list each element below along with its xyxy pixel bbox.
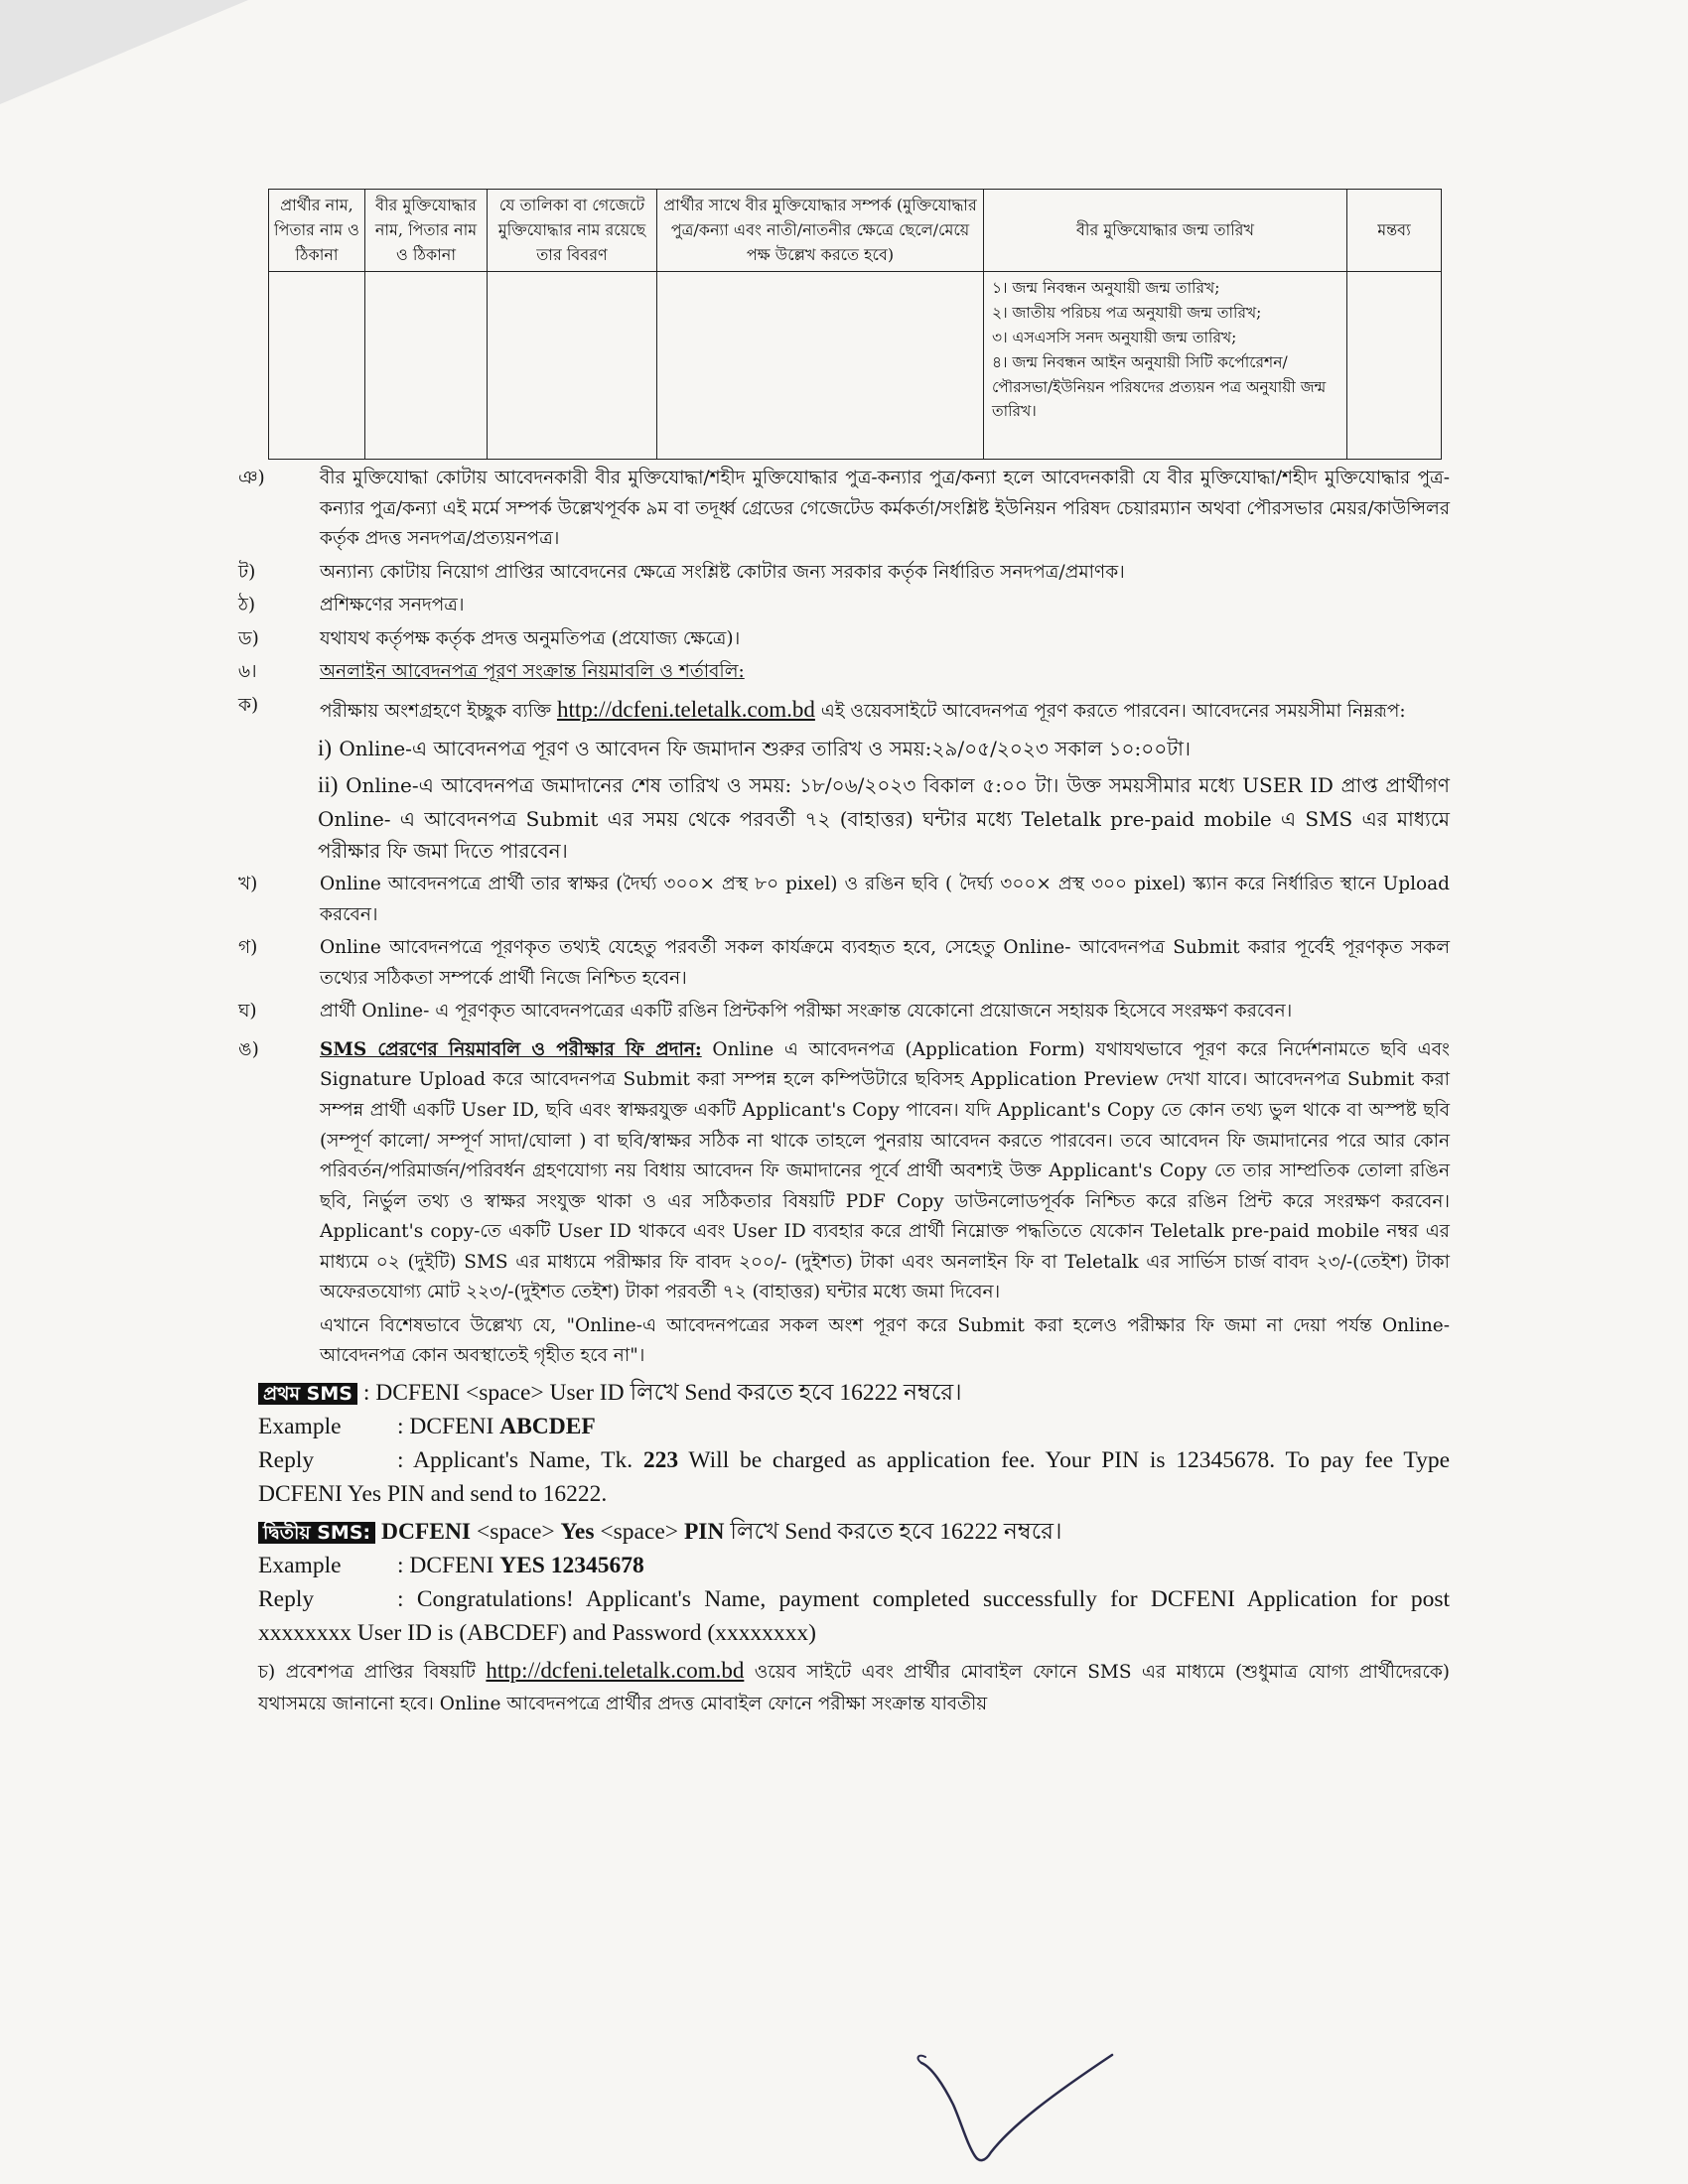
list-item xyxy=(238,624,1450,655)
sms-text: <space> xyxy=(594,1518,684,1545)
item-marker: ঙ) xyxy=(238,1038,259,1060)
deadline-start xyxy=(238,731,1450,767)
section-heading xyxy=(238,657,1450,688)
item-text: এই ওয়েবসাইটে আবেদনপত্র পূরণ করতে পারবেন। আবেদনের সময়সীমা নিম্নরূপ: xyxy=(820,701,1406,722)
first-sms-label: প্রথম SMS xyxy=(258,1383,357,1405)
reply-label: Reply xyxy=(258,1586,315,1612)
list-item xyxy=(238,870,1450,930)
sms-keyword: Yes xyxy=(560,1518,595,1545)
item-text: Online এ আবেদনপত্র (Application Form) যথাযথভাবে পূরণ করে নির্দেশনামতে ছবি এবং Signature Upload করে আবেদনপত্র Submit করা সম্পন্ন হলে কম্পিউটারে ছবিসহ Application Preview দেখা যাবে। আবেদনপত্র Submit করা সম্পন্ন প্রার্থী একটি User ID, ছবি এবং স্বাক্ষরযুক্ত একটি Applicant's Copy পাবেন। যদি Applicant's Copy তে কোন তথ্য ভুল থাকে বা অস্পষ্ট ছবি (সম্পূর্ণ কালো/ সম্পূর্ণ সাদা/ঘোলা ) বা ছবি/স্বাক্ষর সঠিক না থাকে তাহলে পুনরায় আবেদন করতে পারবেন। তবে আবেদন ফি জমাদানের পরে আর কোন পরিবর্তন/পরিমার্জন/পরিবর্ধন গ্রহণযোগ্য নয় বিধায় আবেদন ফি জমাদানের পূর্বে প্রার্থী অবশ্যই উক্ত Applicant's Copy তে তার সাম্প্রতিক তোলা রঙিন ছবি, নির্ভুল তথ্য ও স্বাক্ষর সংযুক্ত থাকা ও এর সঠিকতার বিষয়টি PDF Copy ডাউনলোডপূর্বক নিশ্চিত করে রঙিন প্রিন্ট করে সংরক্ষণ করবেন। Applicant's copy-তে একটি User ID থাকবে এবং User ID ব্যবহার করে প্রার্থী নিম্নোক্ত পদ্ধতিতে যেকোন Teletalk pre-paid mobile নম্বর এর মাধ্যমে ০২ (দুইটি) SMS এর মাধ্যমে পরীক্ষার ফি বাবদ ২০০/- (দুইশত) টাকা এবং অনলাইন ফি বা Teletalk এর সার্ভিস চার্জ বাবদ ২৩/-(তেইশ) টাকা অফেরতযোগ্য মোট ২২৩/-(দুইশত তেইশ) টাকা পরবর্তী ৭২ (বাহাত্তর) ঘন্টার মধ্যে জমা দিবেন। xyxy=(320,1038,1450,1303)
reply-bold: 223 xyxy=(642,1446,679,1473)
sms-text: লিখে Send করতে হবে 16222 নম্বরে। xyxy=(724,1518,1062,1545)
item-marker: গ) xyxy=(238,937,258,959)
list-item xyxy=(238,933,1450,994)
dob-requirements-cell xyxy=(984,272,1347,460)
table-cell-empty xyxy=(1347,272,1442,460)
list-item-cha xyxy=(238,1652,1450,1719)
item-text: যথাযথ কর্তৃপক্ষ কর্তৃক প্রদত্ত অনুমতিপত্র (প্রযোজ্য ক্ষেত্রে)। xyxy=(320,627,741,649)
document-page xyxy=(238,189,1450,1720)
subitem-text: Online-এ আবেদনপত্র পূরণ ও আবেদন ফি জমাদান শুরুর তারিখ ও সময়:২৯/০৫/২০২৩ সকাল ১০:০০টা। xyxy=(339,736,1192,760)
note-paragraph xyxy=(238,1311,1450,1372)
table-header-cell: যে তালিকা বা গেজেটে মুক্তিযোদ্ধার নাম রয়েছে তার বিবরণ xyxy=(488,190,657,272)
table-row xyxy=(269,272,1442,460)
reply-label: Reply xyxy=(258,1446,315,1473)
example-value: : DCFENI xyxy=(397,1552,500,1578)
item-marker: খ) xyxy=(238,874,258,895)
second-sms-example xyxy=(238,1549,1450,1582)
note-text: এখানে বিশেষভাবে উল্লেখ্য যে, "Online-এ আবেদনপত্রের সকল অংশ পূরণ করে Submit করা হলেও পরীক্ষার ফি জমা না দেয়া পর্যন্ত Online- আবেদনপত্র কোন অবস্থাতেই গৃহীত হবে না"। xyxy=(320,1314,1450,1367)
item-heading: SMS প্রেরণের নিয়মাবলি ও পরীক্ষার ফি প্রদান: xyxy=(320,1038,702,1060)
sms-keyword: DCFENI xyxy=(380,1518,472,1545)
item-marker: ঘ) xyxy=(238,1001,257,1023)
dob-item: ৪। জন্ম নিবন্ধন আইন অনুযায়ী সিটি কর্পোরেশন/পৌরসভা/ইউনিয়ন পরিষদের প্রত্যয়ন পত্র অনুযায়ী জন্ম তারিখ। xyxy=(992,352,1327,421)
example-bold: ABCDEF xyxy=(499,1413,596,1439)
website-link[interactable]: http://dcfeni.teletalk.com.bd xyxy=(556,697,815,722)
item-marker: ঞ) xyxy=(238,468,265,489)
sms-keyword: PIN xyxy=(683,1518,725,1545)
table-cell-empty xyxy=(269,272,365,460)
item-text: অন্যান্য কোটায় নিয়োগ প্রাপ্তির আবেদনের ক্ষেত্রে সংশ্লিষ্ট কোটার জন্য সরকার কর্তৃক নির্ধারিত সনদপত্র/প্রমাণক। xyxy=(320,561,1125,583)
page-corner-fold xyxy=(0,0,248,104)
table-cell-empty xyxy=(488,272,657,460)
subitem-marker: i) xyxy=(318,735,333,760)
list-item-ka xyxy=(238,691,1450,729)
table-header-cell: প্রার্থীর নাম, পিতার নাম ও ঠিকানা xyxy=(269,190,365,272)
reply-text: : Congratulations! Applicant's Name, payment completed successfully for DCFENI Application for post xxxxxxxx User ID is (ABCDEF) and Password (xxxxxxxx) xyxy=(258,1586,1450,1647)
second-sms-line xyxy=(238,1515,1450,1549)
first-sms-text: : DCFENI <space> User ID লিখে Send করতে হবে 16222 নম্বরে। xyxy=(362,1379,962,1406)
table-cell-empty xyxy=(365,272,488,460)
table-header-cell: মন্তব্য xyxy=(1347,190,1442,272)
list-item-sms-rules xyxy=(238,1035,1450,1308)
item-text: বীর মুক্তিযোদ্ধা কোটায় আবেদনকারী বীর মুক্তিযোদ্ধা/শহীদ মুক্তিযোদ্ধার পুত্র-কন্যার পুত্র/কন্যা হলে আবেদনকারী যে বীর মুক্তিযোদ্ধা/শহীদ মুক্তিযোদ্ধার পুত্র-কন্যার পুত্র/কন্যা এই মর্মে সম্পর্ক উল্লেখপূর্বক ৯ম বা তদূর্ধ্ব গ্রেডের গেজেটেড কর্মকর্তা/সংশ্লিষ্ট ইউনিয়ন পরিষদ চেয়ারম্যান অথবা পৌরসভার মেয়র/কাউন্সিলর কর্তৃক প্রদত্ত সনদপত্র/প্রত্যয়নপত্র। xyxy=(320,468,1450,550)
example-label: Example xyxy=(258,1552,342,1578)
item-marker: ড) xyxy=(238,627,259,649)
item-text: Online আবেদনপত্রে পূরণকৃত তথ্যই যেহেতু পরবর্তী সকল কার্যক্রমে ব্যবহৃত হবে, সেহেতু Online- আবেদনপত্র Submit করার পূর্বেই পূরণকৃত সকল তথ্যের সঠিকতা সম্পর্কে প্রার্থী নিজে নিশ্চিত হবেন। xyxy=(320,937,1450,989)
table-header-cell: বীর মুক্তিযোদ্ধার নাম, পিতার নাম ও ঠিকানা xyxy=(365,190,488,272)
dob-item: ৩। এসএসসি সনদ অনুযায়ী জন্ম তারিখ; xyxy=(992,328,1237,346)
reply-text: : Applicant's Name, Tk. xyxy=(397,1446,643,1473)
list-item xyxy=(238,558,1450,589)
table-header-row xyxy=(269,190,1442,272)
example-bold: YES 12345678 xyxy=(499,1552,644,1578)
required-documents-list xyxy=(238,464,1450,654)
list-item xyxy=(238,591,1450,621)
section-marker: ৬। xyxy=(238,661,257,683)
first-sms-line xyxy=(238,1376,1450,1410)
item-text: Online আবেদনপত্রে প্রার্থী তার স্বাক্ষর (দৈর্ঘ্য ৩০০× প্রস্থ ৮০ pixel) ও রঙিন ছবি ( দৈর্ঘ্য ৩০০× প্রস্থ ৩০০ pixel) স্ক্যান করে নির্ধারিত স্থানে Upload করবেন। xyxy=(320,874,1450,925)
sms-text: <space> xyxy=(471,1518,561,1545)
list-item xyxy=(238,997,1450,1027)
item-marker: চ) xyxy=(258,1662,276,1684)
item-text: প্রার্থী Online- এ পূরণকৃত আবেদনপত্রের একটি রঙিন প্রিন্টকপি পরীক্ষা সংক্রান্ত যেকোনো প্রয়োজনে সহায়ক হিসেবে সংরক্ষণ করবেন। xyxy=(320,1001,1293,1023)
subitem-text: Online-এ আবেদনপত্র জমাদানের শেষ তারিখ ও সময়: ১৮/০৬/২০২৩ বিকাল ৫:০০ টা। উক্ত সময়সীমার মধ্যে USER ID প্রাপ্ত প্রার্থীগণ Online- এ আবেদনপত্র Submit এর সময় থেকে পরবর্তী ৭২ (বাহাত্তর) ঘন্টার মধ্যে Teletalk pre-paid mobile এ SMS এর মাধ্যমে পরীক্ষার ফি জমা দিতে পারবেন। xyxy=(318,772,1451,864)
section-title: অনলাইন আবেদনপত্র পূরণ সংক্রান্ত নিয়মাবলি ও শর্তাবলি: xyxy=(320,661,745,683)
second-sms-reply xyxy=(238,1582,1450,1650)
list-item xyxy=(238,464,1450,555)
deadline-end xyxy=(238,767,1450,868)
subitem-marker: ii) xyxy=(318,771,339,797)
item-marker: ট) xyxy=(238,561,256,583)
website-link[interactable]: http://dcfeni.teletalk.com.bd xyxy=(486,1658,745,1684)
item-marker: ক) xyxy=(238,695,259,716)
table-cell-empty xyxy=(657,272,984,460)
table-header-cell: প্রার্থীর সাথে বীর মুক্তিযোদ্ধার সম্পর্ক (মুক্তিযোদ্ধার পুত্র/কন্যা এবং নাতী/নাতনীর ক্ষেত্রে ছেলে/মেয়ে পক্ষ উল্লেখ করতে হবে) xyxy=(657,190,984,272)
dob-item: ২। জাতীয় পরিচয় পত্র অনুযায়ী জন্ম তারিখ; xyxy=(992,304,1262,323)
item-text: প্রশিক্ষণের সনদপত্র। xyxy=(320,595,465,616)
item-text: পরীক্ষায় অংশগ্রহণে ইচ্ছুক ব্যক্তি xyxy=(320,701,552,722)
item-text: ওয়েব সাইটে এবং প্রার্থীর মোবাইল ফোনে SMS এর মাধ্যমে (শুধুমাত্র যোগ্য প্রার্থীদেরকে) যথাসময়ে জানানো হবে। Online আবেদনপত্রে প্রার্থীর প্রদত্ত মোবাইল ফোনে পরীক্ষা সংক্রান্ত যাবতীয় xyxy=(258,1662,1451,1715)
first-sms-example xyxy=(238,1410,1450,1443)
handwritten-signature xyxy=(914,2045,1152,2174)
item-marker: ঠ) xyxy=(238,595,256,616)
example-label: Example xyxy=(258,1413,342,1439)
item-text: প্রবেশপত্র প্রাপ্তির বিষয়টি xyxy=(285,1662,476,1684)
dob-item: ১। জন্ম নিবন্ধন অনুযায়ী জন্ম তারিখ; xyxy=(992,279,1220,298)
example-value: : DCFENI xyxy=(397,1413,500,1439)
first-sms-reply xyxy=(238,1443,1450,1511)
freedom-fighter-info-table xyxy=(268,189,1442,460)
reply-text: Will be charged as application fee. Your PIN is 12345678. To pay fee Type DCFENI Yes PIN and send to 16222. xyxy=(258,1446,1450,1507)
second-sms-label: দ্বিতীয় SMS: xyxy=(258,1522,375,1544)
table-header-cell: বীর মুক্তিযোদ্ধার জন্ম তারিখ xyxy=(984,190,1347,272)
